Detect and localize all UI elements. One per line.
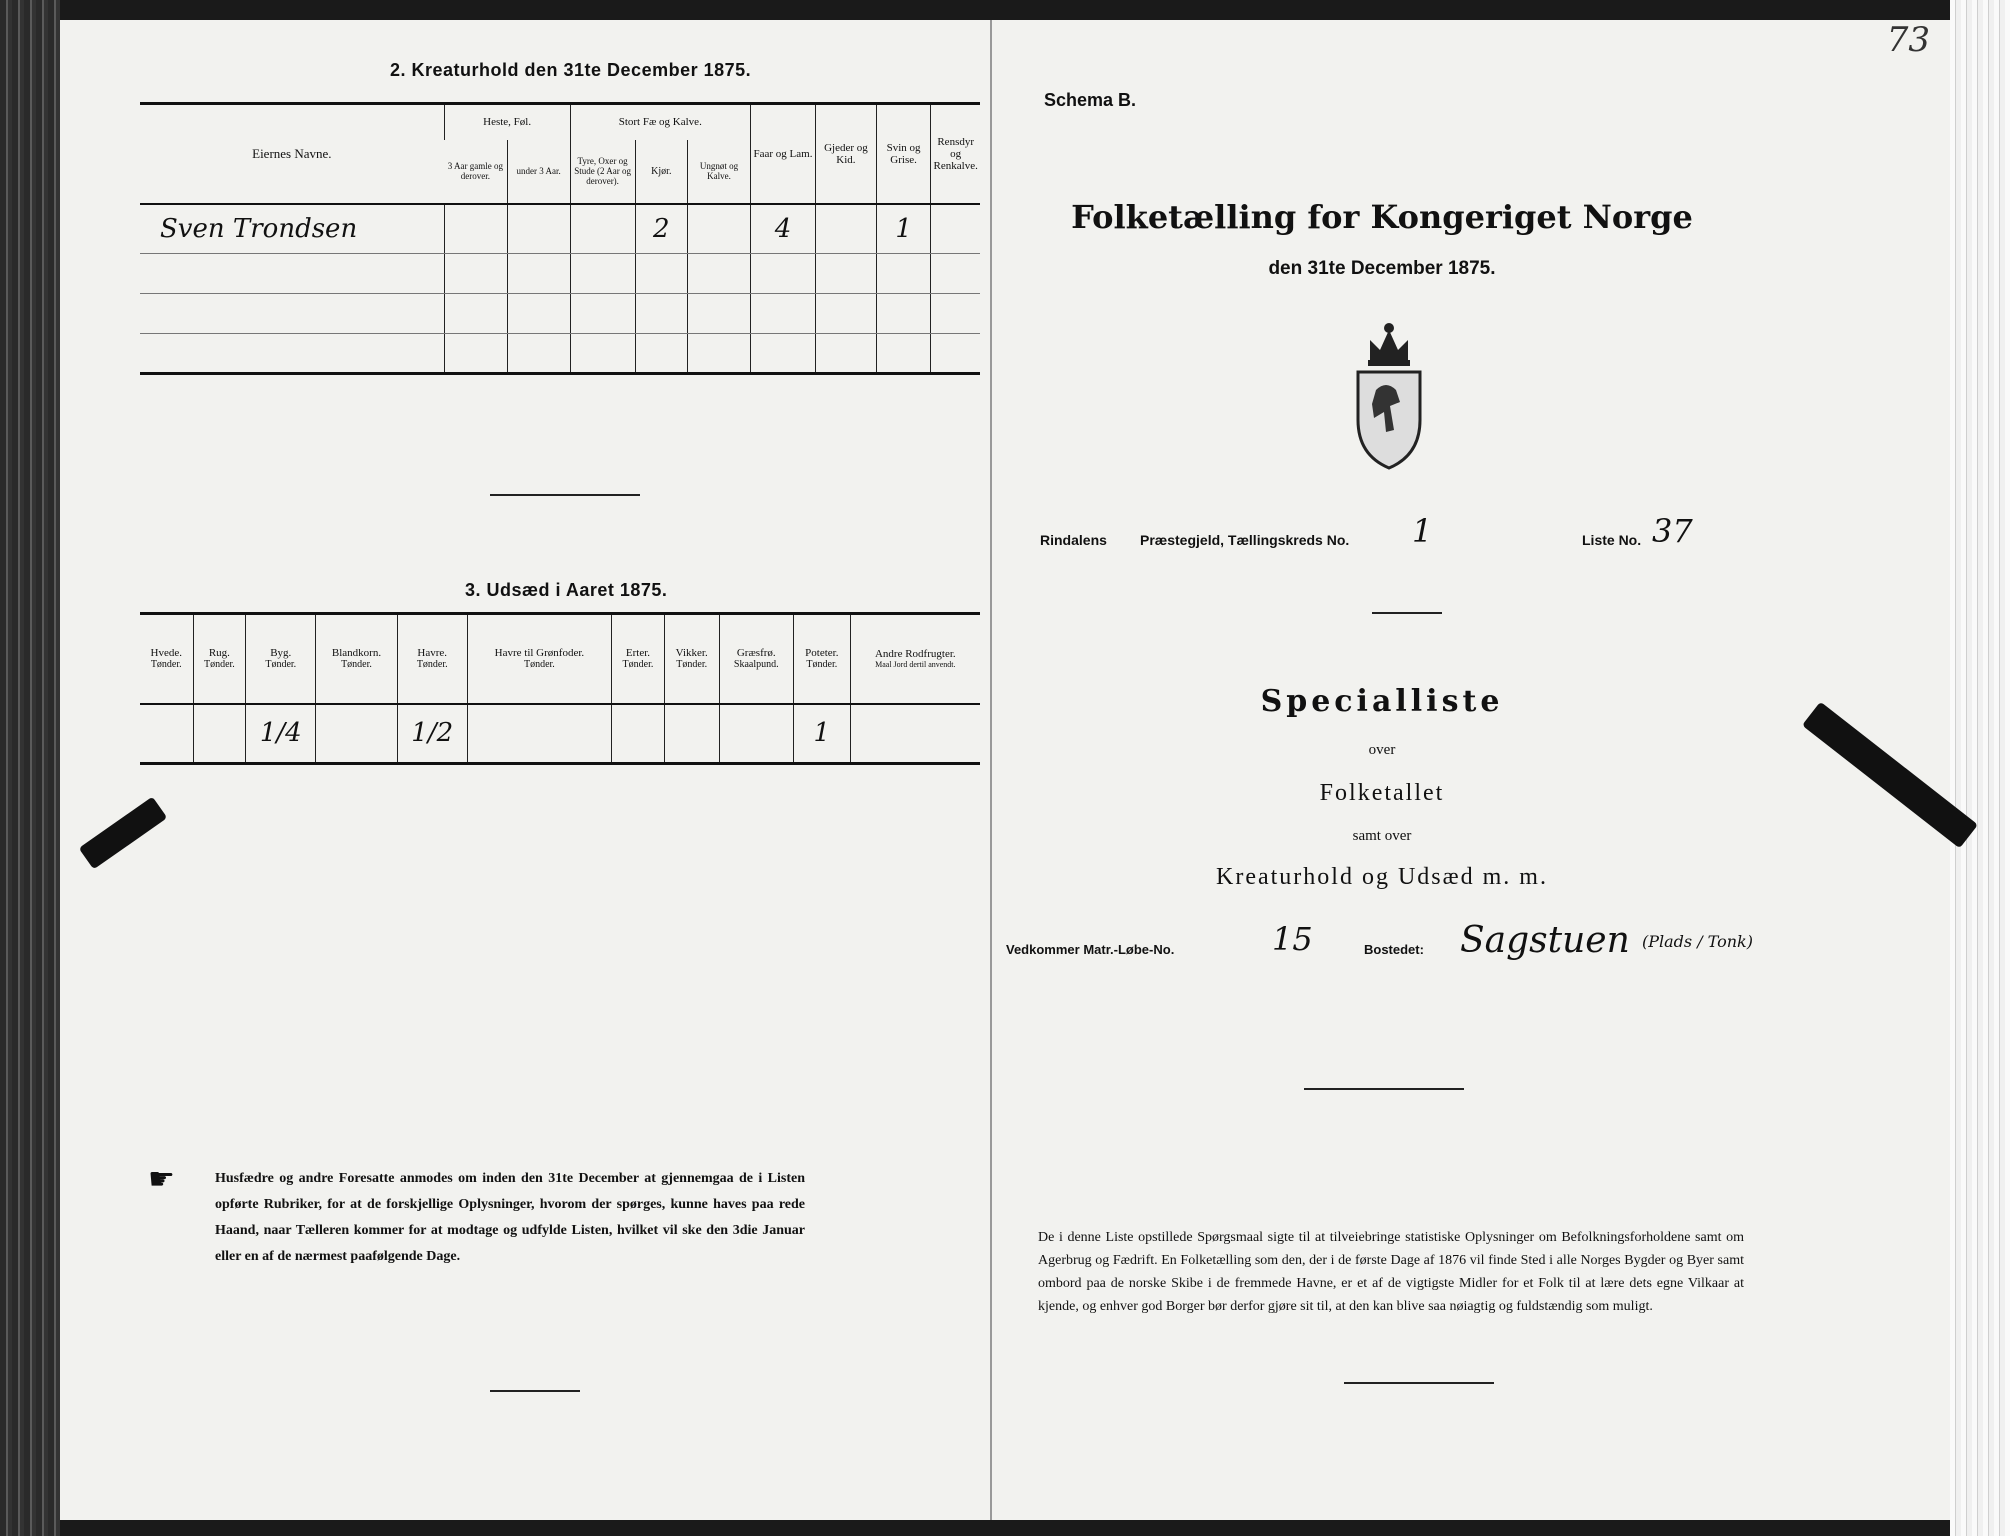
col-goats: Gjeder og Kid.	[816, 104, 877, 204]
sowing-table	[140, 612, 980, 765]
divider	[490, 494, 640, 496]
cell	[850, 704, 980, 764]
bosted-note: (Plads / Tonk)	[1642, 932, 1753, 951]
owner-name: Sven Trondsen	[140, 204, 444, 254]
col-name: Havre.	[417, 647, 448, 660]
col-horses-young: under 3 Aar.	[507, 140, 570, 204]
col-unit: Tønder.	[523, 659, 555, 671]
col-name: Græsfrø.	[736, 647, 776, 660]
table-row	[140, 704, 980, 764]
table-row	[140, 204, 980, 254]
kreds-number: 1	[1412, 512, 1433, 550]
col-unit: Tønder.	[676, 659, 708, 671]
specialliste-heading: Specialliste	[1260, 684, 1504, 719]
divider	[490, 1390, 580, 1392]
instructions-note: Husfædre og andre Foresatte anmodes om inden den 31te December at gjennemgaa de i Listen opførte Rubriker, for at de forskjellige Oplysninger, hvorom der spørges, kunne haves paa rede Haand, naar Tælleren kommer for at modtage og udfylde Listen, hvilket vil ske den 3die Januar eller en af de nærmest paafølgende Dage.	[215, 1171, 805, 1264]
col-unit: Tønder.	[341, 659, 372, 671]
cell: 4	[750, 204, 815, 254]
right-page	[992, 20, 1950, 1520]
col-name: Blandkorn.	[331, 647, 382, 660]
cell	[467, 704, 611, 764]
col-cows: Kjør.	[635, 140, 687, 204]
section2-title: 2. Kreaturhold den 31te December 1875.	[390, 60, 752, 80]
cell	[193, 704, 246, 764]
cell	[719, 704, 793, 764]
table-row	[140, 334, 980, 374]
col-name: Rug.	[208, 647, 230, 660]
census-date: den 31te December 1875.	[1268, 258, 1496, 279]
cell: 2	[635, 204, 687, 254]
cell	[664, 704, 719, 764]
col-unit: Tønder.	[265, 659, 297, 671]
pointing-hand-icon: ☛	[148, 1163, 175, 1196]
cell	[444, 204, 507, 254]
book-edge-left	[0, 0, 60, 1536]
col-bulls: Tyre, Oxer og Stude (2 Aar og derover).	[570, 140, 635, 204]
col-header	[850, 614, 980, 704]
cell: 1/4	[246, 704, 316, 764]
cell	[316, 704, 397, 764]
col-header	[397, 614, 467, 704]
coat-of-arms-icon	[1350, 320, 1428, 470]
matr-label: Vedkommer Matr.-Løbe-No.	[1006, 942, 1175, 957]
col-name: Poteter.	[805, 647, 839, 660]
liste-number: 37	[1652, 512, 1693, 550]
cattle-group-header: Stort Fæ og Kalve.	[570, 104, 750, 140]
divider	[1372, 612, 1442, 614]
section3-title: 3. Udsæd i Aaret 1875.	[465, 580, 668, 600]
parish-label: Præstegjeld, Tællingskreds No.	[1140, 532, 1350, 548]
col-header	[316, 614, 397, 704]
col-header	[193, 614, 246, 704]
liste-label: Liste No.	[1582, 532, 1642, 548]
col-header	[467, 614, 611, 704]
col-unit: Maal Jord dertil anvendt.	[875, 660, 956, 670]
footer-text: De i denne Liste opstillede Spørgsmaal sigte til at tilveiebringe statistiske Oplysninger om Befolkningsforholdene samt om Agerbrug og Fædrift. En Folketælling som den, der i de første Dage af 1876 vil finde Sted i alle Norges Bygder og Byer samt ombord paa de norske Skibe i de fremmede Havne, er et af de vigtigste Midler for et Folk til at lære dets egne Vilkaar at kjende, og enhver god Borger bør derfor gjøre sit til, at den kan blive saa nøiagtig og fuldstændig som muligt.	[1038, 1230, 1744, 1314]
cell	[570, 204, 635, 254]
livestock-table	[140, 102, 980, 375]
col-name: Vikker.	[675, 647, 708, 660]
cell	[612, 704, 665, 764]
col-young-cattle: Ungnøt og Kalve.	[688, 140, 751, 204]
census-title: Folketælling for Kongeriget Norge	[1071, 198, 1693, 236]
col-unit: Tønder.	[150, 659, 182, 671]
cell	[688, 204, 751, 254]
cell	[816, 204, 877, 254]
divider	[1344, 1382, 1494, 1384]
bosted-label: Bostedet:	[1364, 942, 1424, 957]
page-stack-edge	[1950, 0, 2010, 1536]
col-name: Hvede.	[150, 647, 182, 660]
horses-group-header: Heste, Føl.	[444, 104, 570, 140]
col-reindeer: Rensdyr og Renkalve.	[931, 104, 980, 204]
col-header	[140, 614, 193, 704]
col-unit: Tønder.	[622, 659, 654, 671]
col-header	[664, 614, 719, 704]
cell	[931, 204, 980, 254]
cell: 1	[793, 704, 850, 764]
col-sheep: Faar og Lam.	[750, 104, 815, 204]
bosted-value: Sagstuen	[1460, 920, 1630, 961]
samt-over-text: samt over	[1352, 828, 1412, 844]
cell: 1	[876, 204, 931, 254]
page-number: 73	[1886, 20, 1930, 60]
divider	[1304, 1088, 1464, 1090]
cell: 1/2	[397, 704, 467, 764]
cell	[140, 704, 193, 764]
left-page	[60, 20, 992, 1520]
table-row	[140, 294, 980, 334]
col-header	[719, 614, 793, 704]
col-header	[612, 614, 665, 704]
col-unit: Skaalpund.	[733, 659, 779, 671]
col-name: Erter.	[625, 647, 651, 660]
col-name: Havre til Grønfoder.	[494, 647, 585, 660]
over-text: over	[1368, 742, 1396, 758]
cell	[507, 204, 570, 254]
col-header	[793, 614, 850, 704]
col-name: Andre Rodfrugter.	[874, 648, 956, 661]
col-unit: Tønder.	[806, 659, 838, 671]
matr-number: 15	[1272, 920, 1313, 958]
folketallet-label: Folketallet	[1319, 780, 1445, 806]
owner-header: Eiernes Navne.	[140, 104, 444, 204]
col-unit: Tønder.	[203, 659, 235, 671]
kreaturhold-label: Kreaturhold og Udsæd m. m.	[1216, 864, 1548, 890]
schema-label: Schema B.	[1044, 90, 1137, 110]
parish-prefix: Rindalens	[1040, 532, 1107, 548]
col-header	[246, 614, 316, 704]
table-row	[140, 254, 980, 294]
col-unit: Tønder.	[416, 659, 448, 671]
col-pigs: Svin og Grise.	[876, 104, 931, 204]
col-name: Byg.	[270, 647, 292, 660]
col-horses-old: 3 Aar gamle og derover.	[447, 161, 504, 181]
